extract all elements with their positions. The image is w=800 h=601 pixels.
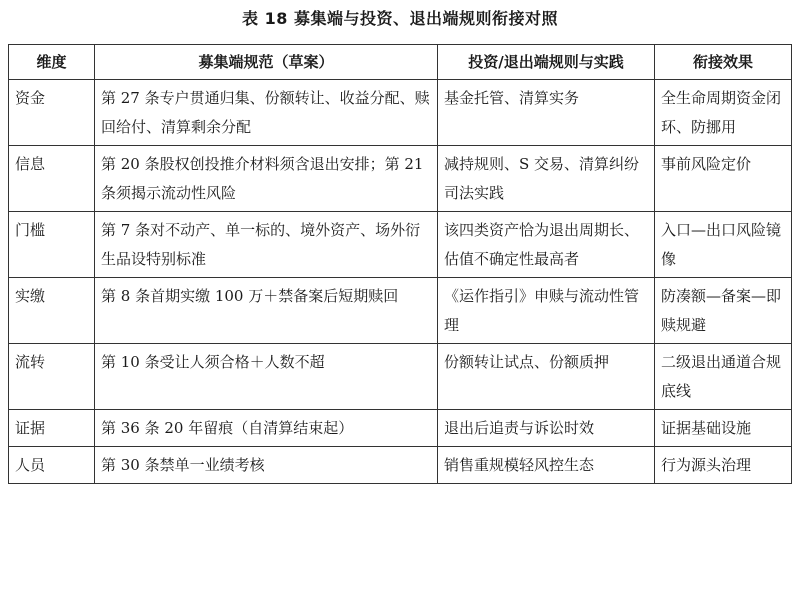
cell-dimension: 人员: [9, 447, 95, 484]
table-title: 表 18 募集端与投资、退出端规则衔接对照: [242, 9, 558, 28]
table-row: [9, 146, 792, 212]
cell-investment-exit: 《运作指引》申赎与流动性管理: [438, 278, 655, 344]
cell-investment-exit: 基金托管、清算实务: [438, 80, 655, 146]
table-row: [9, 80, 792, 146]
cell-effect: 二级退出通道合规底线: [655, 344, 792, 410]
cell-effect: 入口—出口风险镜像: [655, 212, 792, 278]
cell-fundraising: 第 20 条股权创投推介材料须含退出安排；第 21 条须揭示流动性风险: [95, 146, 438, 212]
cell-dimension: 证据: [9, 410, 95, 447]
cell-fundraising: 第 30 条禁单一业绩考核: [95, 447, 438, 484]
header-effect: 衔接效果: [655, 45, 792, 80]
comparison-table: [8, 44, 792, 484]
table-row: [9, 410, 792, 447]
cell-effect: 事前风险定价: [655, 146, 792, 212]
cell-dimension: 流转: [9, 344, 95, 410]
table-row: [9, 278, 792, 344]
table-header-row: [9, 45, 792, 80]
cell-effect: 行为源头治理: [655, 447, 792, 484]
table-row: [9, 344, 792, 410]
table-row: [9, 447, 792, 484]
cell-dimension: 信息: [9, 146, 95, 212]
cell-dimension: 实缴: [9, 278, 95, 344]
cell-investment-exit: 销售重规模轻风控生态: [438, 447, 655, 484]
header-investment-exit: 投资/退出端规则与实践: [438, 45, 655, 80]
cell-investment-exit: 退出后追责与诉讼时效: [438, 410, 655, 447]
cell-fundraising: 第 27 条专户贯通归集、份额转让、收益分配、赎回给付、清算剩余分配: [95, 80, 438, 146]
cell-investment-exit: 该四类资产恰为退出周期长、估值不确定性最高者: [438, 212, 655, 278]
cell-fundraising: 第 8 条首期实缴 100 万＋禁备案后短期赎回: [95, 278, 438, 344]
cell-fundraising: 第 10 条受让人须合格＋人数不超: [95, 344, 438, 410]
cell-effect: 防凑额—备案—即赎规避: [655, 278, 792, 344]
cell-investment-exit: 减持规则、S 交易、清算纠纷司法实践: [438, 146, 655, 212]
header-fundraising: 募集端规范（草案）: [95, 45, 438, 80]
cell-investment-exit: 份额转让试点、份额质押: [438, 344, 655, 410]
cell-dimension: 资金: [9, 80, 95, 146]
header-dimension: 维度: [9, 45, 95, 80]
cell-dimension: 门槛: [9, 212, 95, 278]
cell-fundraising: 第 36 条 20 年留痕（自清算结束起）: [95, 410, 438, 447]
cell-effect: 证据基础设施: [655, 410, 792, 447]
cell-fundraising: 第 7 条对不动产、单一标的、境外资产、场外衍生品设特别标准: [95, 212, 438, 278]
table-row: [9, 212, 792, 278]
cell-effect: 全生命周期资金闭环、防挪用: [655, 80, 792, 146]
